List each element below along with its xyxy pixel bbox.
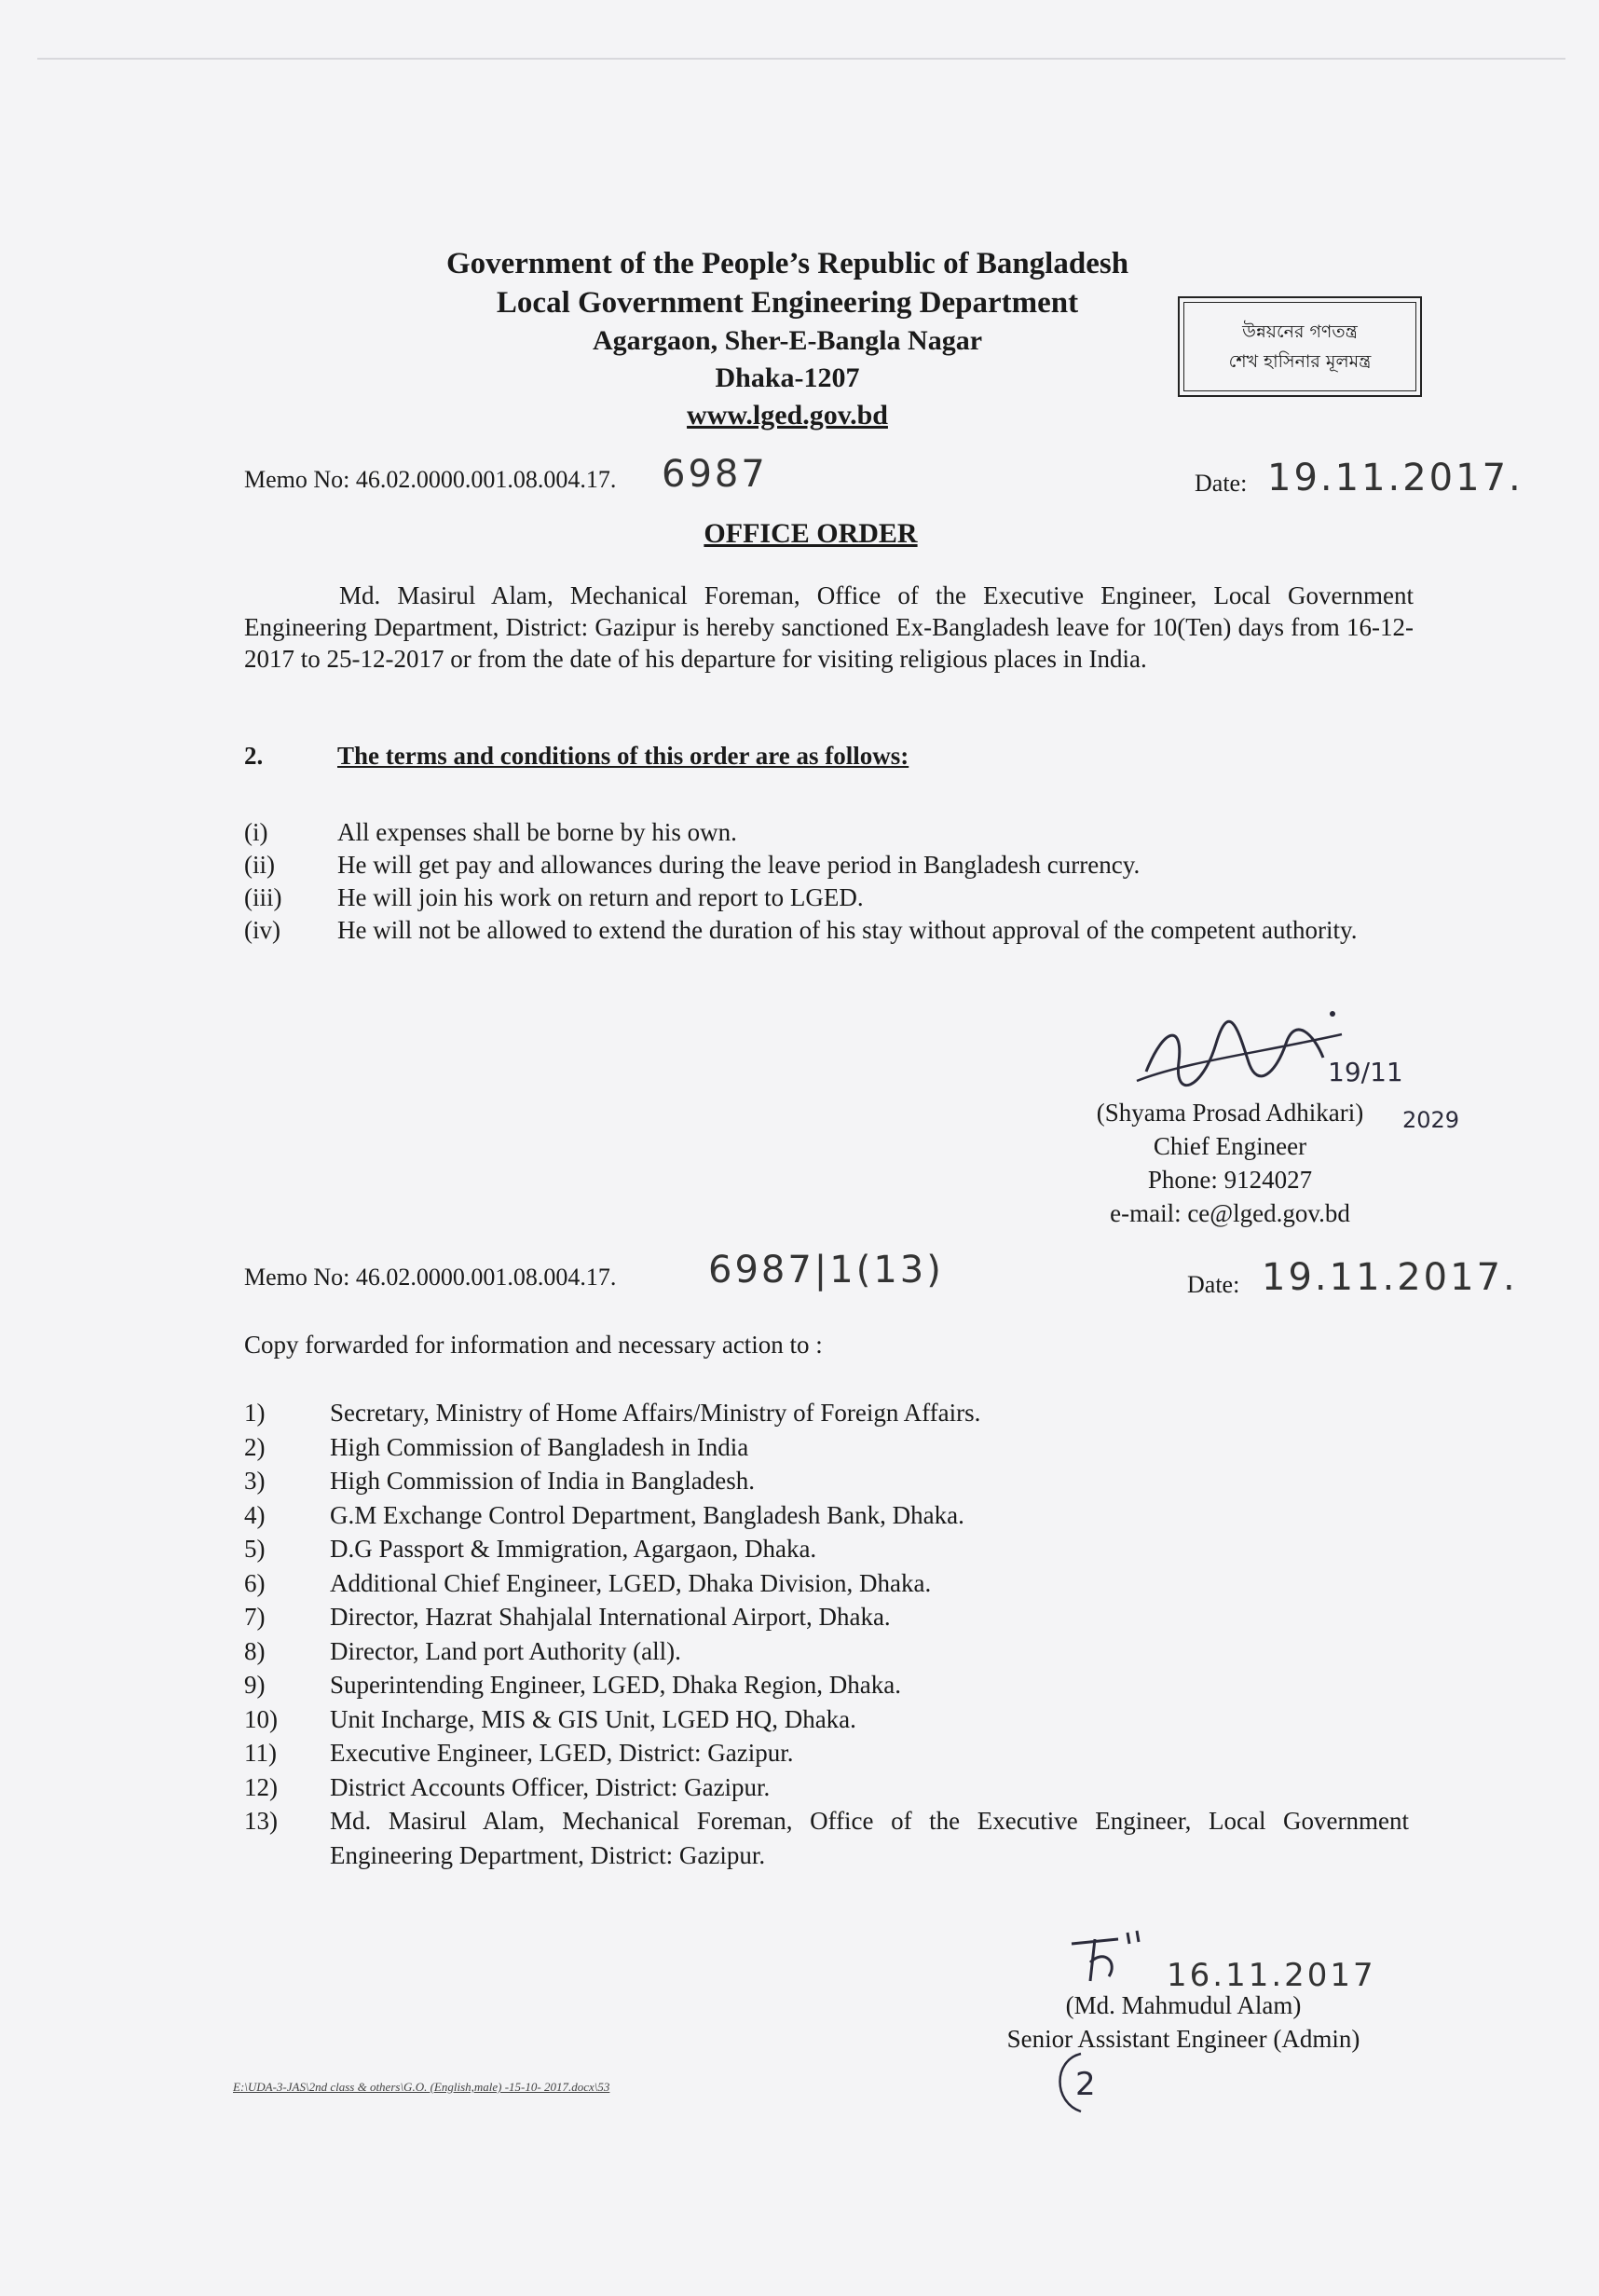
distribution-number: 2) bbox=[244, 1432, 266, 1461]
signatory-2-designation: Senior Assistant Engineer (Admin) bbox=[1006, 2025, 1360, 2053]
section-2-number: 2. bbox=[244, 742, 264, 770]
distribution-text: Unit Incharge, MIS & GIS Unit, LGED HQ, Dhaka. bbox=[330, 1704, 856, 1733]
condition-item bbox=[244, 816, 1414, 849]
distribution-item bbox=[244, 1804, 1409, 1872]
condition-text: He will not be allowed to extend the duration of his stay without approval of the competent authority. bbox=[337, 916, 1358, 944]
distribution-number: 10) bbox=[244, 1704, 278, 1733]
distribution-list bbox=[244, 1396, 1409, 1872]
distribution-number: 3) bbox=[244, 1467, 266, 1495]
distribution-item bbox=[244, 1770, 1409, 1805]
distribution-item bbox=[244, 1668, 1409, 1702]
distribution-item bbox=[244, 1736, 1409, 1770]
condition-number: (iv) bbox=[244, 916, 280, 944]
distribution-item bbox=[244, 1532, 1409, 1566]
memo-2-date-handwritten: 19.11.2017. bbox=[1262, 1256, 1518, 1299]
letterhead-government: Government of the People’s Republic of Bangladesh bbox=[445, 247, 1129, 280]
condition-item bbox=[244, 849, 1414, 882]
footer-file-path: E:\UDA-3-JAS\2nd class & others\G.O. (English,male) -15-10- 2017.docx\53 bbox=[233, 2080, 610, 2094]
distribution-number: 12) bbox=[244, 1772, 278, 1801]
signatory-1-designation: Chief Engineer bbox=[1153, 1132, 1307, 1160]
signatory-2-block bbox=[950, 1988, 1416, 2056]
condition-item bbox=[244, 914, 1414, 947]
distribution-item bbox=[244, 1600, 1409, 1634]
distribution-item bbox=[244, 1702, 1409, 1737]
section-2-title: The terms and conditions of this order are as follows: bbox=[337, 742, 909, 770]
signatory-2-name: (Md. Mahmudul Alam) bbox=[1065, 1991, 1302, 2019]
letterhead-department: Local Government Engineering Department bbox=[496, 286, 1079, 320]
condition-text: All expenses shall be borne by his own. bbox=[337, 818, 737, 846]
copy-forwarded-intro: Copy forwarded for information and necessary action to : bbox=[244, 1331, 823, 1359]
motto-box bbox=[1178, 296, 1422, 397]
memo-2-date-label: Date: bbox=[1187, 1271, 1240, 1298]
distribution-text: G.M Exchange Control Department, Bangladesh Bank, Dhaka. bbox=[330, 1500, 964, 1529]
signature-date-annotation: 19/11 bbox=[1328, 1057, 1403, 1087]
distribution-item bbox=[244, 1634, 1409, 1669]
condition-item bbox=[244, 882, 1414, 914]
distribution-text: District Accounts Officer, District: Gazipur. bbox=[330, 1772, 771, 1801]
distribution-text: Director, Land port Authority (all). bbox=[330, 1636, 681, 1665]
signatory-1-name: (Shyama Prosad Adhikari) bbox=[1096, 1099, 1364, 1127]
memo-1-date-handwritten: 19.11.2017. bbox=[1267, 457, 1524, 499]
signature-mark: 2029 bbox=[1402, 1107, 1460, 1133]
distribution-number: 13) bbox=[244, 1807, 278, 1835]
condition-number: (ii) bbox=[244, 851, 275, 879]
order-paragraph: Md. Masirul Alam, Mechanical Foreman, Office of the Executive Engineer, Local Government Engineering Department, District: Gazipur is hereby sanctioned Ex-Bangladesh leave for 10(Ten) days from 16-12-2017 to 25-12-2017 or from the date of his departure for visiting religious places in India. bbox=[244, 581, 1414, 673]
conditions-list bbox=[244, 816, 1414, 947]
distribution-text: Director, Hazrat Shahjalal International Airport, Dhaka. bbox=[330, 1603, 891, 1631]
distribution-item bbox=[244, 1430, 1409, 1465]
distribution-text: D.G Passport & Immigration, Agargaon, Dhaka. bbox=[330, 1535, 817, 1563]
distribution-item bbox=[244, 1396, 1409, 1430]
distribution-item bbox=[244, 1566, 1409, 1601]
distribution-text: Executive Engineer, LGED, District: Gazipur. bbox=[330, 1739, 794, 1767]
distribution-text: High Commission of India in Bangladesh. bbox=[330, 1467, 755, 1495]
memo-1-date-label: Date: bbox=[1195, 470, 1248, 497]
distribution-text: Md. Masirul Alam, Mechanical Foreman, Office of the Executive Engineer, Local Government Engineering Department, District: Gazipur. bbox=[330, 1807, 1409, 1869]
distribution-number: 11) bbox=[244, 1739, 277, 1767]
distribution-text: Superintending Engineer, LGED, Dhaka Region, Dhaka. bbox=[330, 1671, 902, 1699]
margin-mark-number: 2 bbox=[1075, 2066, 1096, 2103]
distribution-item bbox=[244, 1464, 1409, 1498]
memo-1-label: Memo No: 46.02.0000.001.08.004.17. bbox=[244, 466, 617, 493]
distribution-number: 4) bbox=[244, 1500, 266, 1529]
motto-line-1: উন্নয়নের গণতন্ত্র bbox=[1242, 321, 1358, 342]
letterhead-city: Dhaka-1207 bbox=[715, 362, 860, 393]
distribution-text: High Commission of Bangladesh in India bbox=[330, 1432, 749, 1461]
distribution-text: Additional Chief Engineer, LGED, Dhaka Division, Dhaka. bbox=[330, 1568, 932, 1597]
memo-2-number-handwritten: 6987|1(13) bbox=[708, 1249, 944, 1292]
condition-number: (iii) bbox=[244, 883, 282, 911]
distribution-text: Secretary, Ministry of Home Affairs/Ministry of Foreign Affairs. bbox=[330, 1399, 981, 1427]
distribution-number: 1) bbox=[244, 1399, 266, 1427]
signatory-2-date-handwritten: 16.11.2017 bbox=[1167, 1957, 1376, 1994]
letterhead bbox=[373, 244, 1202, 434]
distribution-number: 8) bbox=[244, 1636, 266, 1665]
margin-mark-circle bbox=[1044, 2046, 1118, 2121]
signatory-1-email[interactable]: e-mail: ce@lged.gov.bd bbox=[1110, 1199, 1350, 1227]
distribution-number: 5) bbox=[244, 1535, 266, 1563]
distribution-item bbox=[244, 1498, 1409, 1533]
condition-text: He will get pay and allowances during the leave period in Bangladesh currency. bbox=[337, 851, 1141, 879]
memo-1-number-handwritten: 6987 bbox=[662, 453, 768, 496]
distribution-number: 7) bbox=[244, 1603, 266, 1631]
distribution-number: 9) bbox=[244, 1671, 266, 1699]
office-order-title: OFFICE ORDER bbox=[704, 518, 918, 549]
senior-engineer-signature bbox=[1062, 1925, 1174, 1990]
letterhead-address: Agargaon, Sher-E-Bangla Nagar bbox=[592, 325, 983, 356]
signatory-1-block bbox=[1044, 1096, 1416, 1230]
condition-text: He will join his work on return and report to LGED. bbox=[337, 883, 864, 911]
top-edge-line bbox=[37, 58, 1565, 60]
memo-2-label: Memo No: 46.02.0000.001.08.004.17. bbox=[244, 1264, 617, 1291]
motto-line-2: শেখ হাসিনার মূলমন্ত্র bbox=[1228, 351, 1372, 372]
condition-number: (i) bbox=[244, 818, 268, 846]
signatory-1-phone: Phone: 9124027 bbox=[1147, 1166, 1313, 1194]
distribution-number: 6) bbox=[244, 1568, 266, 1597]
letterhead-website-link[interactable]: www.lged.gov.bd bbox=[687, 400, 888, 430]
